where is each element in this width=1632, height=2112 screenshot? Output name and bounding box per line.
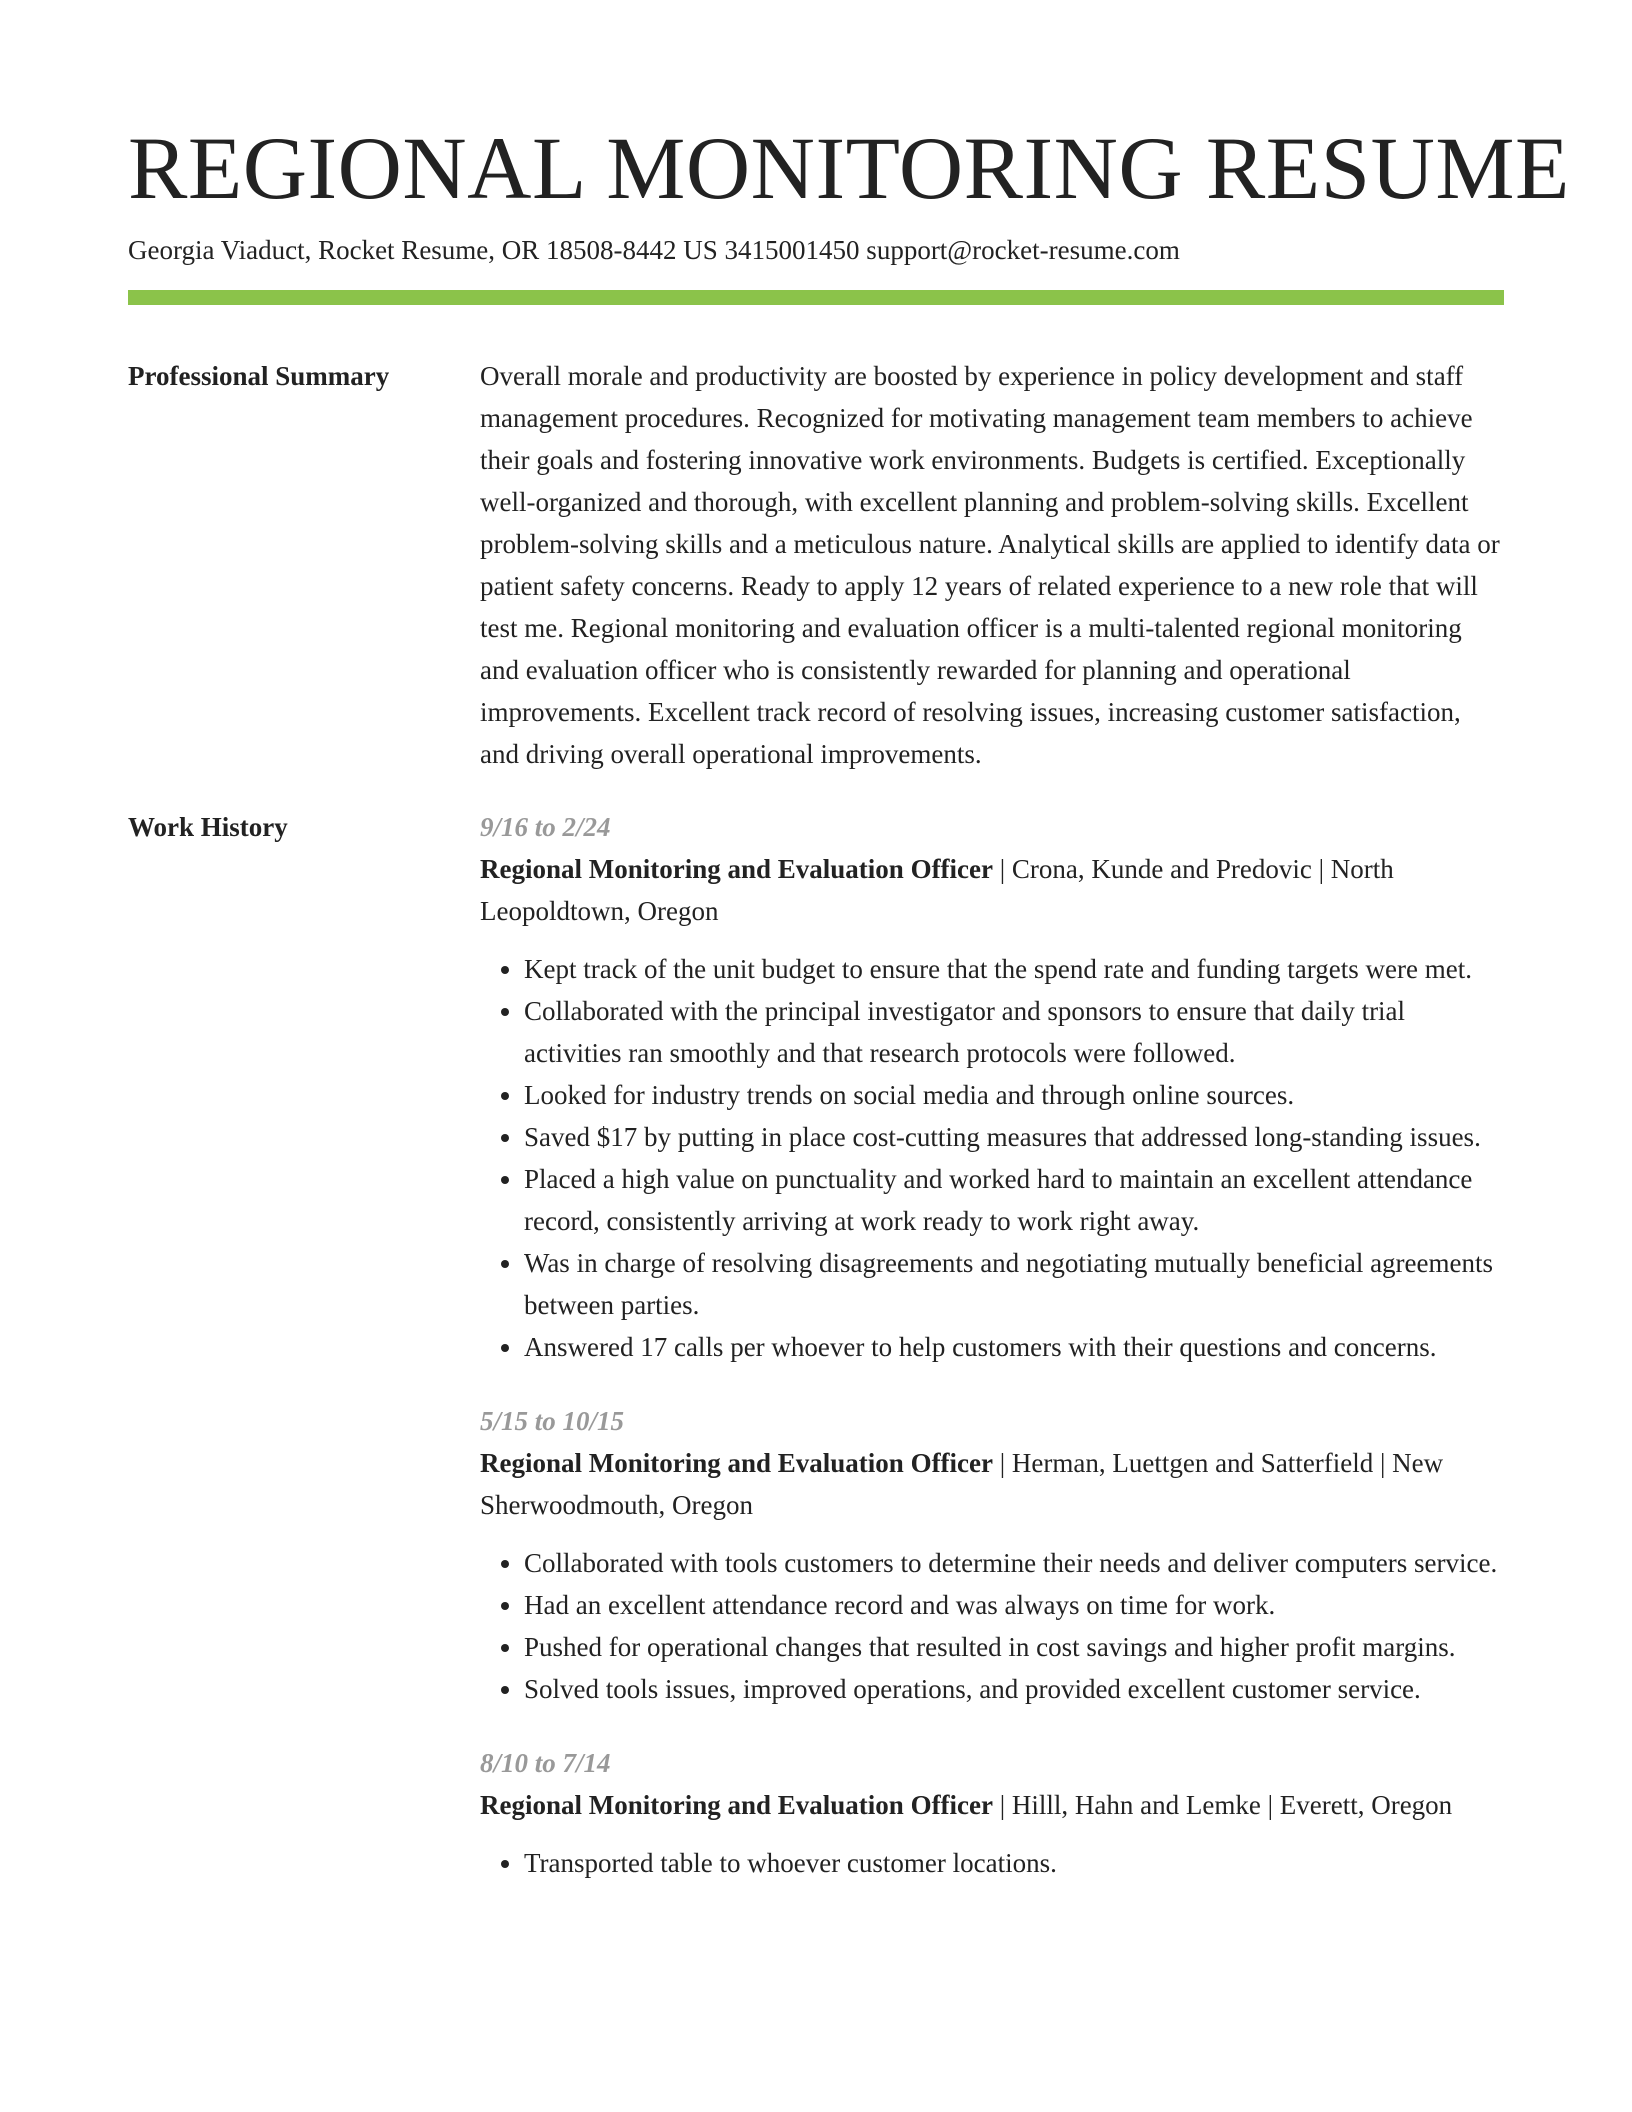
job-heading [480, 848, 1504, 932]
summary-body [480, 355, 1504, 775]
job-bullet: • Solved tools issues, improved operations, and provided excellent customer service. [524, 1668, 1504, 1710]
job-bullet-list [480, 1542, 1504, 1710]
job-dates: 9/16 to 2/24 [480, 812, 611, 842]
professional-summary-section [128, 355, 1504, 775]
job-dates: 8/10 to 7/14 [480, 1748, 611, 1778]
section-label-work-history: Work History [128, 812, 288, 842]
job-title: Regional Monitoring and Evaluation Officer [480, 1448, 993, 1478]
resume-title: REGIONAL MONITORING RESUME [128, 120, 1570, 218]
work-history-section [128, 806, 1504, 1916]
job-bullet: • Kept track of the unit budget to ensure that the spend rate and funding targets were met. [524, 948, 1504, 990]
summary-text: Overall morale and productivity are boosted by experience in policy development and staff management procedures. Recognized for motivating management team members to achieve their goals and fostering innovative work environments. Budgets is certified. Exceptionally well-organized and thorough, with excellent planning and problem-solving skills. Excellent problem-solving skills and a meticulous nature. Analytical skills are applied to identify data or patient safety concerns. Ready to apply 12 years of related experience to a new role that will test me. Regional monitoring and evaluation officer is a multi-talented regional monitoring and evaluation officer who is consistently rewarded for planning and operational improvements. Excellent track record of resolving issues, increasing customer satisfaction, and driving overall operational improvements. [480, 361, 1500, 769]
job-heading [480, 1442, 1504, 1526]
header-divider [128, 290, 1504, 305]
job-bullet: • Placed a high value on punctuality and worked hard to maintain an excellent attendance record, consistently arriving at work ready to work right away. [524, 1158, 1504, 1242]
job-details: | Herman, Luettgen and Satterfield | New Sherwoodmouth, Oregon [480, 1448, 1444, 1520]
job-bullet-list [480, 948, 1504, 1368]
job-bullet-list [480, 1842, 1504, 1884]
job-bullet: • Collaborated with the principal investigator and sponsors to ensure that daily trial activities ran smoothly and that research protocols were followed. [524, 990, 1504, 1074]
job-bullet: • Looked for industry trends on social media and through online sources. [524, 1074, 1504, 1116]
job-details: | Crona, Kunde and Predovic | North Leopoldtown, Oregon [480, 854, 1394, 926]
job-dates: 5/15 to 10/15 [480, 1406, 625, 1436]
job-bullet: • Was in charge of resolving disagreements and negotiating mutually beneficial agreements between parties. [524, 1242, 1504, 1326]
job-bullet: • Collaborated with tools customers to determine their needs and deliver computers service. [524, 1542, 1504, 1584]
work-history-body [480, 806, 1504, 1916]
job-details: | Hilll, Hahn and Lemke | Everett, Oregon [993, 1790, 1453, 1820]
resume-page [128, 0, 1570, 1916]
job-bullet: • Had an excellent attendance record and was always on time for work. [524, 1584, 1504, 1626]
contact-line: Georgia Viaduct, Rocket Resume, OR 18508-8442 US 3415001450 support@rocket-resume.com [128, 235, 1180, 265]
job-bullet: • Pushed for operational changes that resulted in cost savings and higher profit margins. [524, 1626, 1504, 1668]
job-bullet: • Answered 17 calls per whoever to help customers with their questions and concerns. [524, 1326, 1504, 1368]
job-entry [480, 806, 1504, 1368]
job-title: Regional Monitoring and Evaluation Officer [480, 854, 993, 884]
section-label-summary: Professional Summary [128, 361, 390, 391]
job-bullet: • Transported table to whoever customer locations. [524, 1842, 1504, 1884]
job-bullet: • Saved $17 by putting in place cost-cutting measures that addressed long-standing issues. [524, 1116, 1504, 1158]
job-entry [480, 1742, 1504, 1884]
job-title: Regional Monitoring and Evaluation Officer [480, 1790, 993, 1820]
job-heading [480, 1784, 1504, 1826]
job-entry [480, 1400, 1504, 1710]
